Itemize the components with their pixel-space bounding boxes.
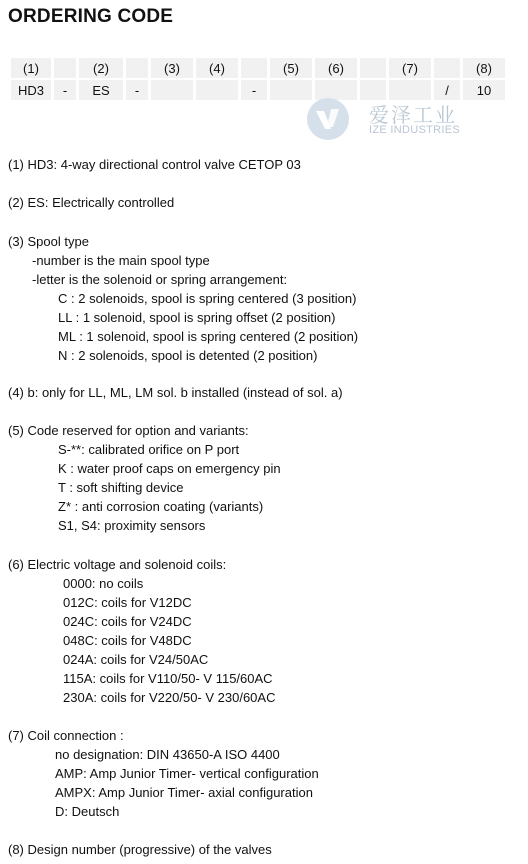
list-item: 230A: coils for V220/50- V 230/60AC (63, 690, 276, 705)
section-heading: (5) Code reserved for option and variants: (8, 423, 249, 438)
section-note: -number is the main spool type (32, 253, 210, 268)
table-cell (54, 58, 76, 78)
page-title: ORDERING CODE (8, 6, 174, 27)
table-cell: - (54, 80, 76, 100)
section-heading: (3) Spool type (8, 234, 89, 249)
list-item: ML : 1 solenoid, spool is spring centered (2 position) (58, 329, 359, 344)
table-cell: 10 (463, 80, 505, 100)
table-cell: (1) (11, 58, 51, 78)
table-cell: (8) (463, 58, 505, 78)
section-2 (8, 193, 174, 212)
list-item: AMP: Amp Junior Timer- vertical configuration (55, 766, 319, 781)
list-item: 048C: coils for V48DC (63, 633, 192, 648)
list-item: 012C: coils for V12DC (63, 595, 192, 610)
watermark-logo-icon (305, 96, 351, 142)
section-note: -letter is the solenoid or spring arrangement: (32, 272, 288, 287)
table-cell: (4) (196, 58, 238, 78)
list-item: N : 2 solenoids, spool is detented (2 position) (58, 348, 318, 363)
section-8 (8, 840, 272, 859)
list-item: 115A: coils for V110/50- V 115/60AC (63, 671, 273, 686)
list-item: no designation: DIN 43650-A ISO 4400 (55, 747, 280, 762)
list-item: S1, S4: proximity sensors (58, 518, 206, 533)
watermark-english-text: IZE INDUSTRIES (369, 124, 460, 136)
section-heading: (6) Electric voltage and solenoid coils: (8, 557, 227, 572)
table-cell: / (434, 80, 460, 100)
list-item: AMPX: Amp Junior Timer- axial configuration (55, 785, 313, 800)
table-cell: - (241, 80, 267, 100)
section-heading: (8) Design number (progressive) of the valves (8, 842, 272, 857)
section-heading: (4) b: only for LL, ML, LM sol. b installed (instead of sol. a) (8, 385, 343, 400)
table-cell: (6) (315, 58, 357, 78)
table-cell: - (126, 80, 148, 100)
list-item: C : 2 solenoids, spool is spring centered (3 position) (58, 291, 357, 306)
section-heading: (7) Coil connection : (8, 728, 124, 743)
list-item: Z* : anti corrosion coating (variants) (58, 499, 264, 514)
watermark-chinese-text: 爱泽工业 (369, 105, 457, 127)
list-item: D: Deutsch (55, 804, 120, 819)
section-7-coil-connection (8, 726, 319, 821)
list-item: S-**: calibrated orifice on P port (58, 442, 240, 457)
table-cell (196, 80, 238, 100)
list-item: 024C: coils for V24DC (63, 614, 192, 629)
table-cell: (5) (270, 58, 312, 78)
table-cell: (2) (79, 58, 123, 78)
watermark (305, 96, 505, 142)
table-header-row (11, 58, 505, 78)
list-item: LL : 1 solenoid, spool is spring offset (2 position) (58, 310, 336, 325)
table-cell: (7) (389, 58, 431, 78)
table-cell: (3) (151, 58, 193, 78)
table-cell (360, 58, 386, 78)
list-item: K : water proof caps on emergency pin (58, 461, 281, 476)
section-4 (8, 383, 343, 402)
table-cell (434, 58, 460, 78)
table-cell (241, 58, 267, 78)
list-item: 0000: no coils (63, 576, 144, 591)
list-item: T : soft shifting device (58, 480, 184, 495)
section-5-options (8, 421, 281, 535)
section-heading: (2) ES: Electrically controlled (8, 195, 175, 210)
section-6-voltage (8, 555, 275, 707)
section-3-spool-type (8, 232, 358, 365)
list-item: 024A: coils for V24/50AC (63, 652, 209, 667)
table-cell: ES (79, 80, 123, 100)
table-cell: HD3 (11, 80, 51, 100)
section-heading: (1) HD3: 4-way directional control valve CETOP 03 (8, 157, 301, 172)
table-cell (151, 80, 193, 100)
table-cell (126, 58, 148, 78)
section-1 (8, 155, 301, 174)
